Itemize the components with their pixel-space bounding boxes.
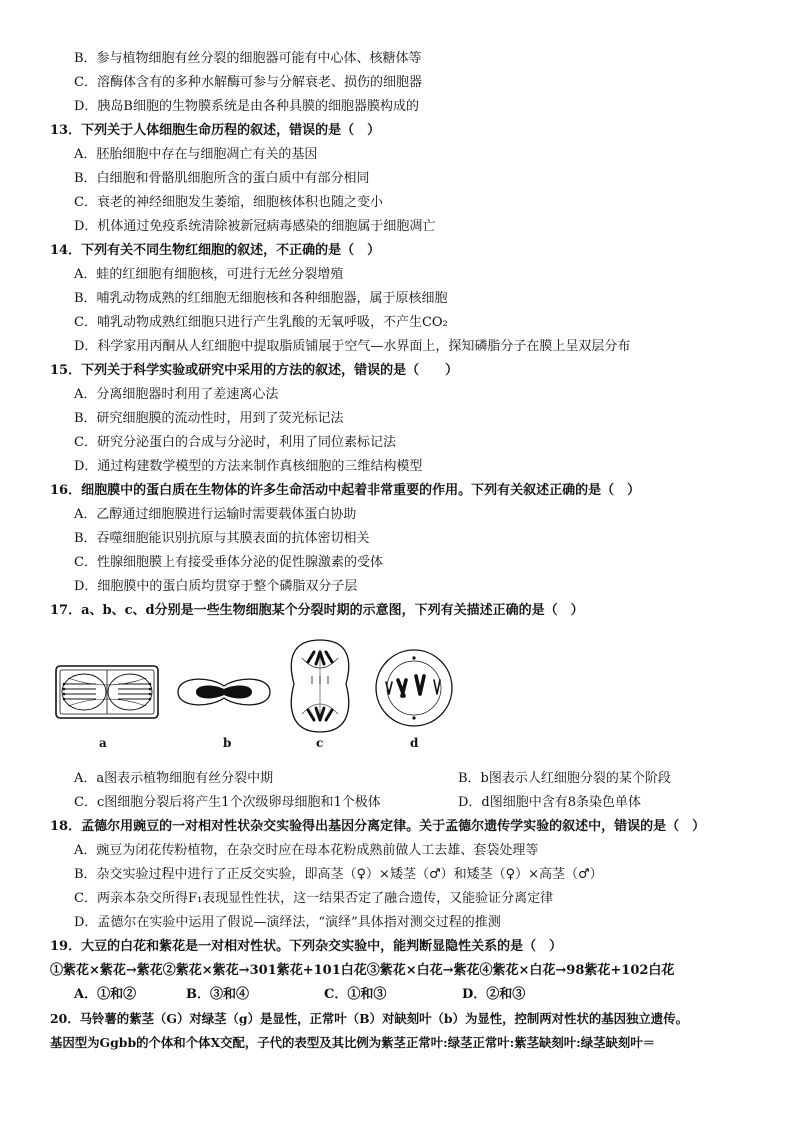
question-14-stem: 14．下列有关不同生物红细胞的叙述，不正确的是（ ） xyxy=(50,243,381,258)
q16-option-d: D．细胞膜中的蛋白质均贯穿于整个磷脂双分子层 xyxy=(74,579,358,594)
q13-option-a: A．胚胎细胞中存在与细胞凋亡有关的基因 xyxy=(74,147,318,162)
question-19-stem: 19．大豆的白花和紫花是一对相对性状。下列杂交实验中，能判断显隐性关系的是（ ） xyxy=(50,939,563,954)
figure-c-cell xyxy=(291,640,348,732)
figure-label-a: a xyxy=(99,736,107,750)
figure-label-c: c xyxy=(316,736,324,750)
q13-option-b: B．白细胞和骨骼肌细胞所含的蛋白质中有部分相同 xyxy=(74,171,370,186)
q15-option-a: A．分离细胞器时利用了差速离心法 xyxy=(74,387,279,402)
q16-option-c: C．性腺细胞膜上有接受垂体分泌的促性腺激素的受体 xyxy=(74,555,383,570)
figure-d-cell xyxy=(376,650,452,726)
q17-option-a: A．a图表示植物细胞有丝分裂中期 xyxy=(74,771,274,786)
q19-option-a: A．①和② xyxy=(74,987,137,1002)
q17-option-c: C．c图细胞分裂后将产生1个次级卵母细胞和1个极体 xyxy=(74,795,381,810)
figure-a-cell xyxy=(56,666,158,718)
q13-option-d: D．机体通过免疫系统清除被新冠病毒感染的细胞属于细胞凋亡 xyxy=(74,219,436,234)
q14-option-b: B．哺乳动物成熟的红细胞无细胞核和各种细胞器，属于原核细胞 xyxy=(74,291,448,306)
q18-option-d: D．孟德尔在实验中运用了假说—演绎法，“演绎”具体指对测交过程的推测 xyxy=(74,915,501,930)
q15-option-c: C．研究分泌蛋白的合成与分泌时，利用了同位素标记法 xyxy=(74,435,396,450)
question-15-stem: 15．下列关于科学实验或研究中采用的方法的叙述，错误的是（ ） xyxy=(50,363,459,378)
q18-option-b: B．杂交实验过程中进行了正反交实验，即高茎（♀）×矮茎（♂）和矮茎（♀）×高茎（♂） xyxy=(74,867,603,882)
figure-label-d: d xyxy=(410,736,419,750)
prev-option-d: D．胰岛B细胞的生物膜系统是由各种具膜的细胞器膜构成的 xyxy=(74,99,419,114)
q19-crosses: ①紫花×紫花→紫花②紫花×紫花→301紫花+101白花③紫花×白花→紫花④紫花×白花→98紫花+102白花 xyxy=(50,963,675,978)
q19-option-d: D．②和③ xyxy=(462,987,526,1002)
q16-option-a: A．乙醇通过细胞膜进行运输时需要载体蛋白协助 xyxy=(74,507,357,522)
prev-option-b: B．参与植物细胞有丝分裂的细胞器可能有中心体、核糖体等 xyxy=(74,51,422,66)
question-18-stem: 18．孟德尔用豌豆的一对相对性状杂交实验得出基因分离定律。关于孟德尔遗传学实验的叙述中，错误的是（ ） xyxy=(50,819,706,834)
q19-option-c: C．①和③ xyxy=(324,987,387,1002)
question-17-stem: 17．a、b、c、d分别是一些生物细胞某个分裂时期的示意图，下列有关描述正确的是（ ） xyxy=(50,603,584,618)
figure-b-cell xyxy=(178,679,270,705)
question-16-stem: 16．细胞膜中的蛋白质在生物体的许多生命活动中起着非常重要的作用。下列有关叙述正确的是（ ） xyxy=(50,483,641,498)
q19-option-b: B．③和④ xyxy=(186,987,249,1002)
q14-option-d: D．科学家用丙酮从人红细胞中提取脂质铺展于空气—水界面上，探知磷脂分子在膜上呈双层分布 xyxy=(74,339,631,354)
cell-division-figure xyxy=(50,632,470,737)
q17-option-b: B．b图表示人红细胞分裂的某个阶段 xyxy=(458,771,671,786)
q18-option-a: A．豌豆为闭花传粉植物，在杂交时应在母本花粉成熟前做人工去雄、套袋处理等 xyxy=(74,843,539,858)
prev-option-c: C．溶酶体含有的多种水解酶可参与分解衰老、损伤的细胞器 xyxy=(74,75,422,90)
question-20-stem-line1: 20．马铃薯的紫茎（G）对绿茎（g）是显性，正常叶（B）对缺刻叶（b）为显性，控制两对性状的基因独立遗传。 xyxy=(50,1011,688,1026)
q16-option-b: B．吞噬细胞能识别抗原与其膜表面的抗体密切相关 xyxy=(74,531,370,546)
q17-option-d: D．d图细胞中含有8条染色单体 xyxy=(458,795,642,810)
question-13-stem: 13．下列关于人体细胞生命历程的叙述，错误的是（ ） xyxy=(50,123,381,138)
q15-option-d: D．通过构建数学模型的方法来制作真核细胞的三维结构模型 xyxy=(74,459,423,474)
figure-label-b: b xyxy=(223,736,232,750)
q14-option-c: C．哺乳动物成熟红细胞只进行产生乳酸的无氧呼吸，不产生CO₂ xyxy=(74,315,448,330)
q15-option-b: B．研究细胞膜的流动性时，用到了荧光标记法 xyxy=(74,411,344,426)
q18-option-c: C．两亲本杂交所得F₁表现显性性状，这一结果否定了融合遗传，又能验证分离定律 xyxy=(74,891,554,906)
q14-option-a: A．蛙的红细胞有细胞核，可进行无丝分裂增殖 xyxy=(74,267,344,282)
question-20-stem-line2: 基因型为Ggbb的个体和个体X交配，子代的表型及其比例为紫茎正常叶:绿茎正常叶:紫茎缺刻叶:绿茎缺刻叶＝ xyxy=(50,1035,656,1050)
q13-option-c: C．衰老的神经细胞发生萎缩，细胞核体积也随之变小 xyxy=(74,195,383,210)
